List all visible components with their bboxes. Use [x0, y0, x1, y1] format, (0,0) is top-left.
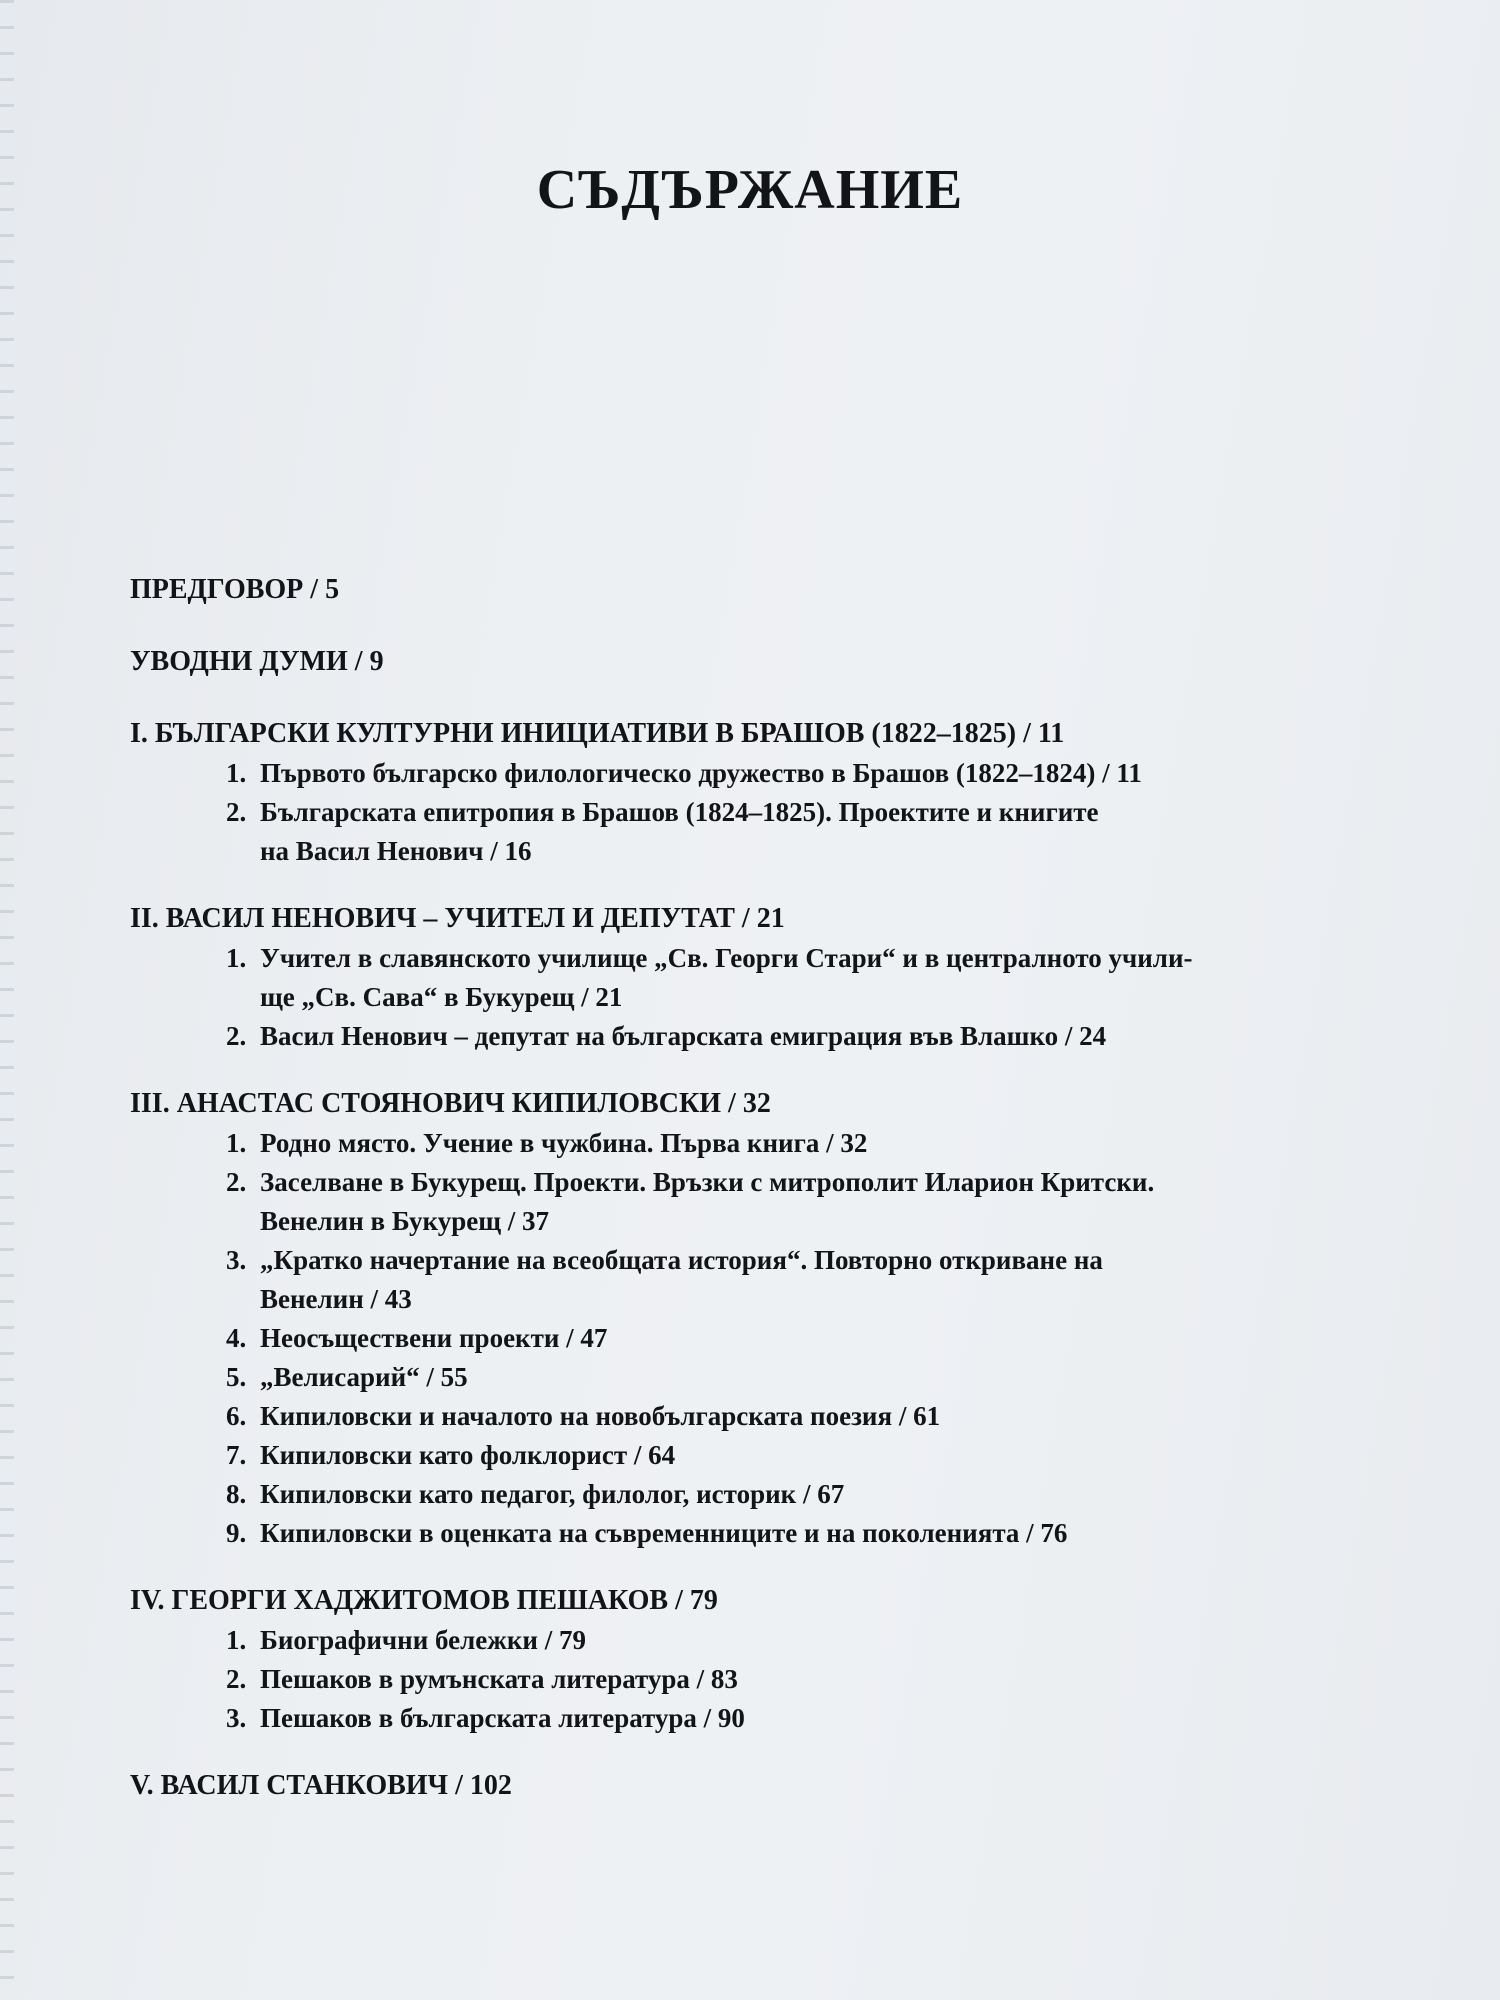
- chapter-title: V. ВАСИЛ СТАНКОВИЧ / 102: [130, 1770, 512, 1801]
- chapter-list: [130, 714, 1400, 1806]
- toc-entry-introduction: УВОДНИ ДУМИ / 9: [130, 646, 384, 677]
- list-item: [226, 1397, 1400, 1436]
- list-item: [226, 939, 1400, 1017]
- toc-entry-label: УВОДНИ ДУМИ: [130, 646, 348, 677]
- list-item: [226, 793, 1400, 871]
- table-of-contents: [130, 570, 1400, 1834]
- chapter-label: IV. ГЕОРГИ ХАДЖИТОМОВ ПЕШАКОВ: [130, 1585, 669, 1616]
- list-item: [226, 1621, 1400, 1660]
- item-text-line: Венелин в Букурещ / 37: [260, 1206, 550, 1236]
- chapter-label: II. ВАСИЛ НЕНОВИЧ – УЧИТЕЛ И ДЕПУТАТ: [130, 903, 735, 934]
- toc-entry-label: ПРЕДГОВОР: [130, 574, 304, 605]
- item-text-line: Първото българско филологическо дружество в Брашов (1822–1824) / 11: [260, 758, 1142, 788]
- item-number: 3.: [226, 1245, 247, 1275]
- chapter-label: III. АНАСТАС СТОЯНОВИЧ КИПИЛОВСКИ: [130, 1088, 722, 1119]
- item-text-line: Пешаков в българската литература / 90: [260, 1703, 745, 1733]
- item-text: [260, 939, 1400, 1017]
- item-text: [260, 1699, 1400, 1738]
- chapter-page: 11: [1037, 718, 1065, 749]
- chapter-page: 32: [742, 1088, 771, 1119]
- chapter-items: [130, 1124, 1400, 1553]
- chapter-items: [130, 1621, 1400, 1738]
- list-item: [226, 1241, 1400, 1319]
- item-text-line: „Велисарий“ / 55: [260, 1362, 468, 1392]
- chapter-items: [130, 939, 1400, 1056]
- list-item: [226, 754, 1400, 793]
- item-number: 3.: [226, 1703, 247, 1733]
- chapter-title: I. БЪЛГАРСКИ КУЛТУРНИ ИНИЦИАТИВИ В БРАШОВ (1822–1825) / 11: [130, 718, 1065, 749]
- item-text-line: Българската епитропия в Брашов (1824–1825). Проектите и книгите: [260, 797, 1099, 827]
- item-text: [260, 1241, 1400, 1319]
- item-number: 8.: [226, 1479, 247, 1509]
- toc-chapter: [130, 899, 1400, 1056]
- item-text-line: Кипиловски като фолклорист / 64: [260, 1440, 676, 1470]
- page-title: СЪДЪРЖАНИЕ: [536, 159, 964, 221]
- list-item: [226, 1358, 1400, 1397]
- chapter-items: [130, 754, 1400, 871]
- item-text: [260, 754, 1400, 793]
- item-text-line: Пешаков в румънската литература / 83: [260, 1664, 738, 1694]
- chapter-page: 21: [756, 903, 785, 934]
- chapter-title: III. АНАСТАС СТОЯНОВИЧ КИПИЛОВСКИ / 32: [130, 1088, 771, 1119]
- chapter-page: 79: [689, 1585, 718, 1616]
- item-number: 2.: [226, 797, 247, 827]
- item-number: 4.: [226, 1323, 247, 1353]
- list-item: [226, 1124, 1400, 1163]
- list-item: [226, 1660, 1400, 1699]
- toc-chapter: [130, 1581, 1400, 1738]
- list-item: [226, 1436, 1400, 1475]
- item-text: [260, 1621, 1400, 1660]
- item-text: [260, 1017, 1400, 1056]
- item-text-line: Кипиловски като педагог, филолог, историк / 67: [260, 1479, 845, 1509]
- item-text: [260, 1124, 1400, 1163]
- item-number: 2.: [226, 1021, 247, 1051]
- item-text: [260, 1514, 1400, 1553]
- chapter-title: II. ВАСИЛ НЕНОВИЧ – УЧИТЕЛ И ДЕПУТАТ / 21: [130, 903, 785, 934]
- item-text: [260, 1319, 1400, 1358]
- item-text-line: на Васил Ненович / 16: [260, 836, 532, 866]
- item-number: 5.: [226, 1362, 247, 1392]
- item-text-line: Учител в славянското училище „Св. Георги Стари“ и в централното учили-: [260, 943, 1193, 973]
- item-number: 7.: [226, 1440, 247, 1470]
- toc-chapter: [130, 714, 1400, 871]
- item-text: [260, 1397, 1400, 1436]
- item-text: [260, 1436, 1400, 1475]
- page-edge-binding: [0, 0, 14, 2000]
- item-number: 6.: [226, 1401, 247, 1431]
- list-item: [226, 1319, 1400, 1358]
- list-item: [226, 1514, 1400, 1553]
- item-text-line: ще „Св. Сава“ в Букурещ / 21: [260, 982, 623, 1012]
- chapter-page: 102: [469, 1770, 512, 1801]
- item-text: [260, 1163, 1400, 1241]
- item-number: 1.: [226, 758, 247, 788]
- list-item: [226, 1017, 1400, 1056]
- item-text-line: „Кратко начертание на всеобщата история“. Повторно откриване на: [260, 1245, 1103, 1275]
- item-text-line: Кипиловски в оценката на съвременниците и на поколенията / 76: [260, 1518, 1068, 1548]
- chapter-title: IV. ГЕОРГИ ХАДЖИТОМОВ ПЕШАКОВ / 79: [130, 1585, 718, 1616]
- list-item: [226, 1475, 1400, 1514]
- toc-entry-preface: ПРЕДГОВОР / 5: [130, 574, 340, 605]
- item-text: [260, 1660, 1400, 1699]
- chapter-label: V. ВАСИЛ СТАНКОВИЧ: [130, 1770, 449, 1801]
- list-item: [226, 1163, 1400, 1241]
- item-text: [260, 1358, 1400, 1397]
- chapter-label: I. БЪЛГАРСКИ КУЛТУРНИ ИНИЦИАТИВИ В БРАШОВ (1822–1825): [130, 718, 1017, 749]
- item-text-line: Заселване в Букурещ. Проекти. Връзки с митрополит Иларион Критски.: [260, 1167, 1155, 1197]
- item-number: 1.: [226, 943, 247, 973]
- item-text-line: Родно място. Учение в чужбина. Първа книга / 32: [260, 1128, 868, 1158]
- item-text-line: Васил Ненович – депутат на българската емиграция във Влашко / 24: [260, 1021, 1107, 1051]
- item-text-line: Кипиловски и началото на новобългарската поезия / 61: [260, 1401, 941, 1431]
- toc-entry-page: 9: [369, 646, 384, 677]
- toc-chapter: [130, 1084, 1400, 1553]
- item-number: 2.: [226, 1167, 247, 1197]
- item-text: [260, 1475, 1400, 1514]
- item-number: 2.: [226, 1664, 247, 1694]
- toc-entry-page: 5: [325, 574, 340, 605]
- list-item: [226, 1699, 1400, 1738]
- item-text-line: Венелин / 43: [260, 1284, 412, 1314]
- item-text-line: Биографични бележки / 79: [260, 1625, 586, 1655]
- toc-chapter: [130, 1766, 1400, 1806]
- item-text: [260, 793, 1400, 871]
- item-number: 9.: [226, 1518, 247, 1548]
- item-number: 1.: [226, 1128, 247, 1158]
- item-number: 1.: [226, 1625, 247, 1655]
- item-text-line: Неосъществени проекти / 47: [260, 1323, 608, 1353]
